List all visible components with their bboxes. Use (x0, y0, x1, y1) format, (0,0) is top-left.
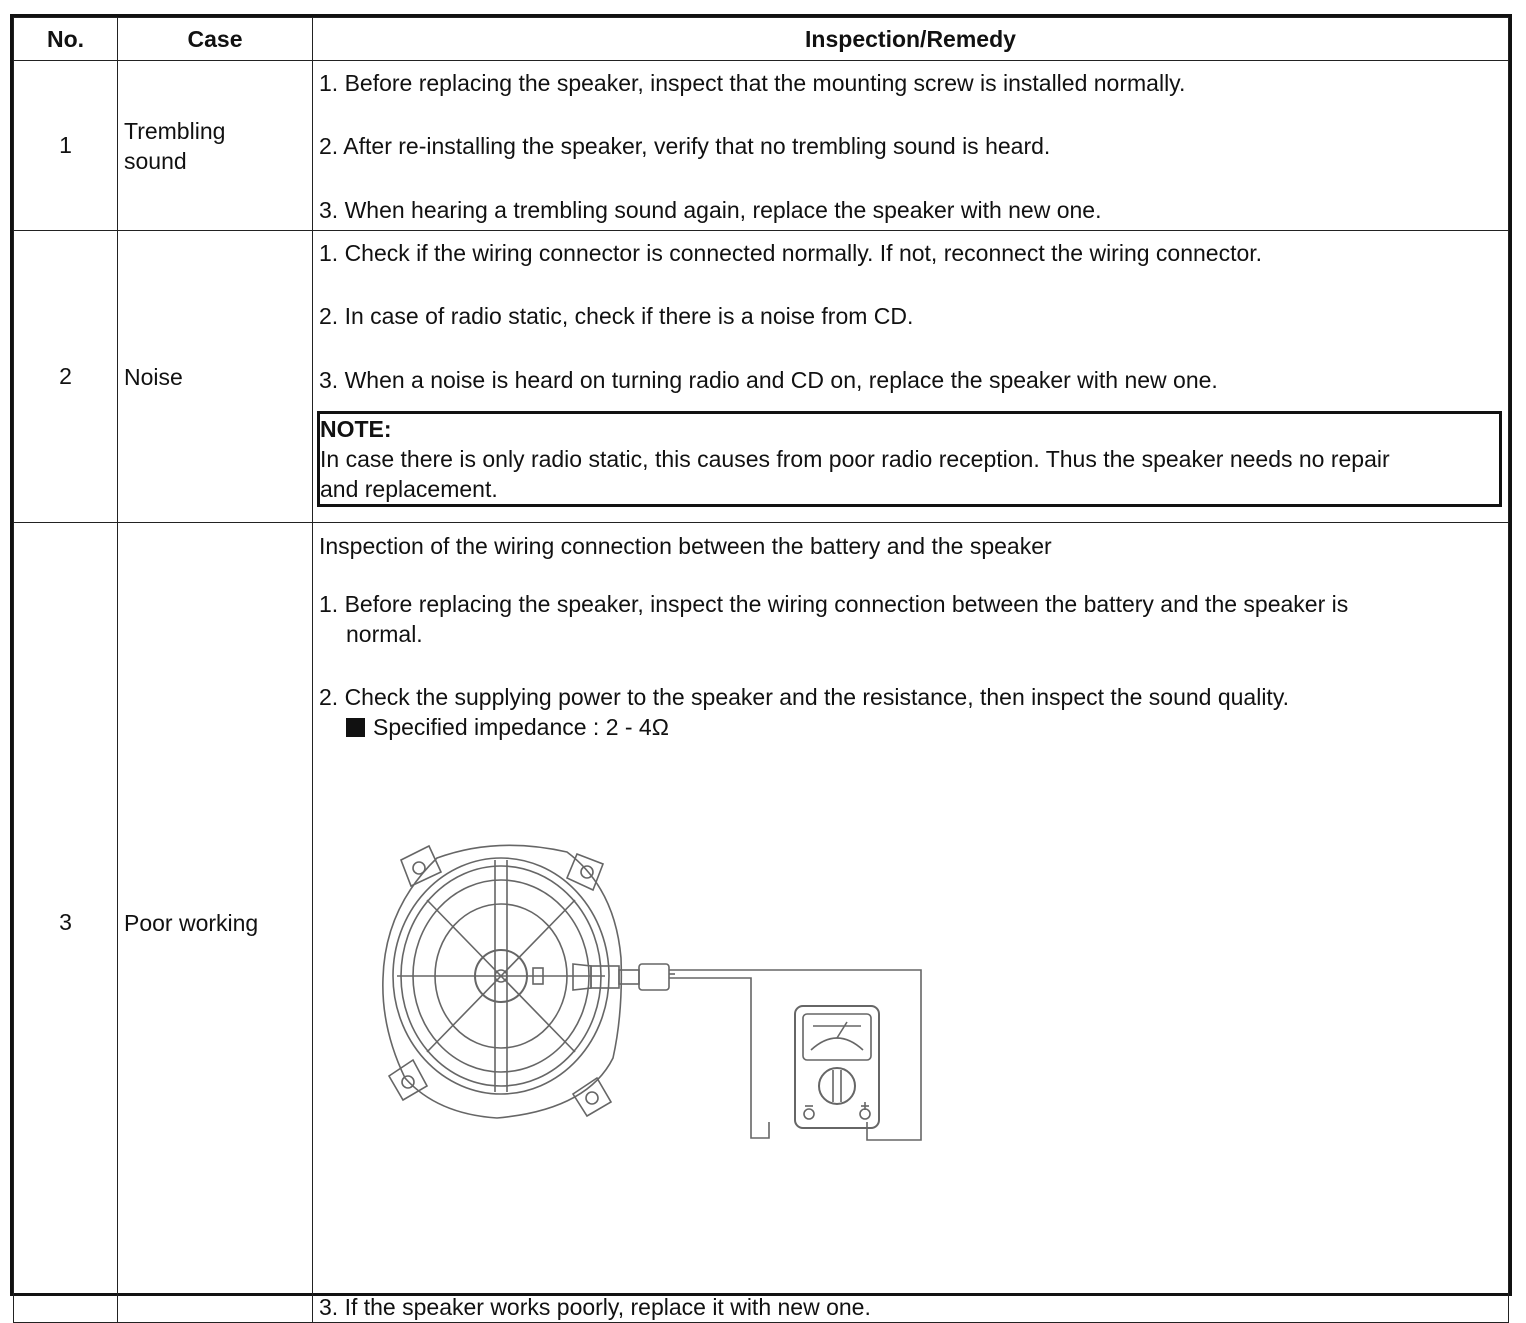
remedy-step: 2. After re-installing the speaker, verify that no trembling sound is heard. (319, 133, 1051, 159)
remedy-step: 1. Before replacing the speaker, inspect that the mounting screw is installed normally. (319, 70, 1186, 96)
remedy-cell (313, 61, 1509, 231)
case-label-line: sound (124, 147, 187, 174)
remedy-step: 1. Before replacing the speaker, inspect the wiring connection between the battery and the speaker is (319, 591, 1349, 617)
table-row (14, 231, 1509, 523)
inspection-intro: Inspection of the wiring connection between the battery and the speaker (319, 533, 1052, 559)
case-label: Noise (118, 231, 313, 523)
remedy-step: 3. When a noise is heard on turning radio and CD on, replace the speaker with new one. (319, 367, 1218, 393)
remedy-cell (313, 523, 1509, 1323)
square-bullet-icon (346, 718, 365, 737)
case-label: Poor working (118, 523, 313, 1323)
header-remedy: Inspection/Remedy (313, 18, 1509, 61)
table-row (14, 523, 1509, 1323)
remedy-step: 3. When hearing a trembling sound again, replace the speaker with new one. (319, 197, 1102, 223)
troubleshooting-table (13, 17, 1509, 1323)
note-title: NOTE: (320, 416, 392, 442)
row-number: 2 (14, 231, 118, 523)
note-text-line: and replacement. (320, 476, 498, 502)
remedy-step: 2. Check the supplying power to the speaker and the resistance, then inspect the sound quality. (319, 684, 1290, 710)
row-number: 1 (14, 61, 118, 231)
remedy-cell (313, 231, 1509, 523)
remedy-step: 2. In case of radio static, check if there is a noise from CD. (319, 303, 914, 329)
spec-line (319, 712, 1502, 742)
header-case: Case (118, 18, 313, 61)
header-row (14, 18, 1509, 61)
header-no: No. (14, 18, 118, 61)
speaker-multimeter-diagram (377, 838, 937, 1168)
case-cell (118, 61, 313, 231)
remedy-step-continuation: normal. (346, 621, 423, 647)
remedy-step: 1. Check if the wiring connector is connected normally. If not, reconnect the wiring connector. (319, 240, 1263, 266)
row-number: 3 (14, 523, 118, 1323)
case-label-line: Trembling (124, 117, 226, 144)
note-box (317, 411, 1502, 507)
note-text-line: In case there is only radio static, this causes from poor radio reception. Thus the speaker needs no repair (320, 446, 1390, 472)
troubleshooting-table-frame (10, 14, 1512, 1320)
table-row (14, 61, 1509, 231)
spec-text: Specified impedance : 2 - 4Ω (373, 714, 669, 740)
remedy-step: 3. If the speaker works poorly, replace it with new one. (319, 1294, 871, 1320)
